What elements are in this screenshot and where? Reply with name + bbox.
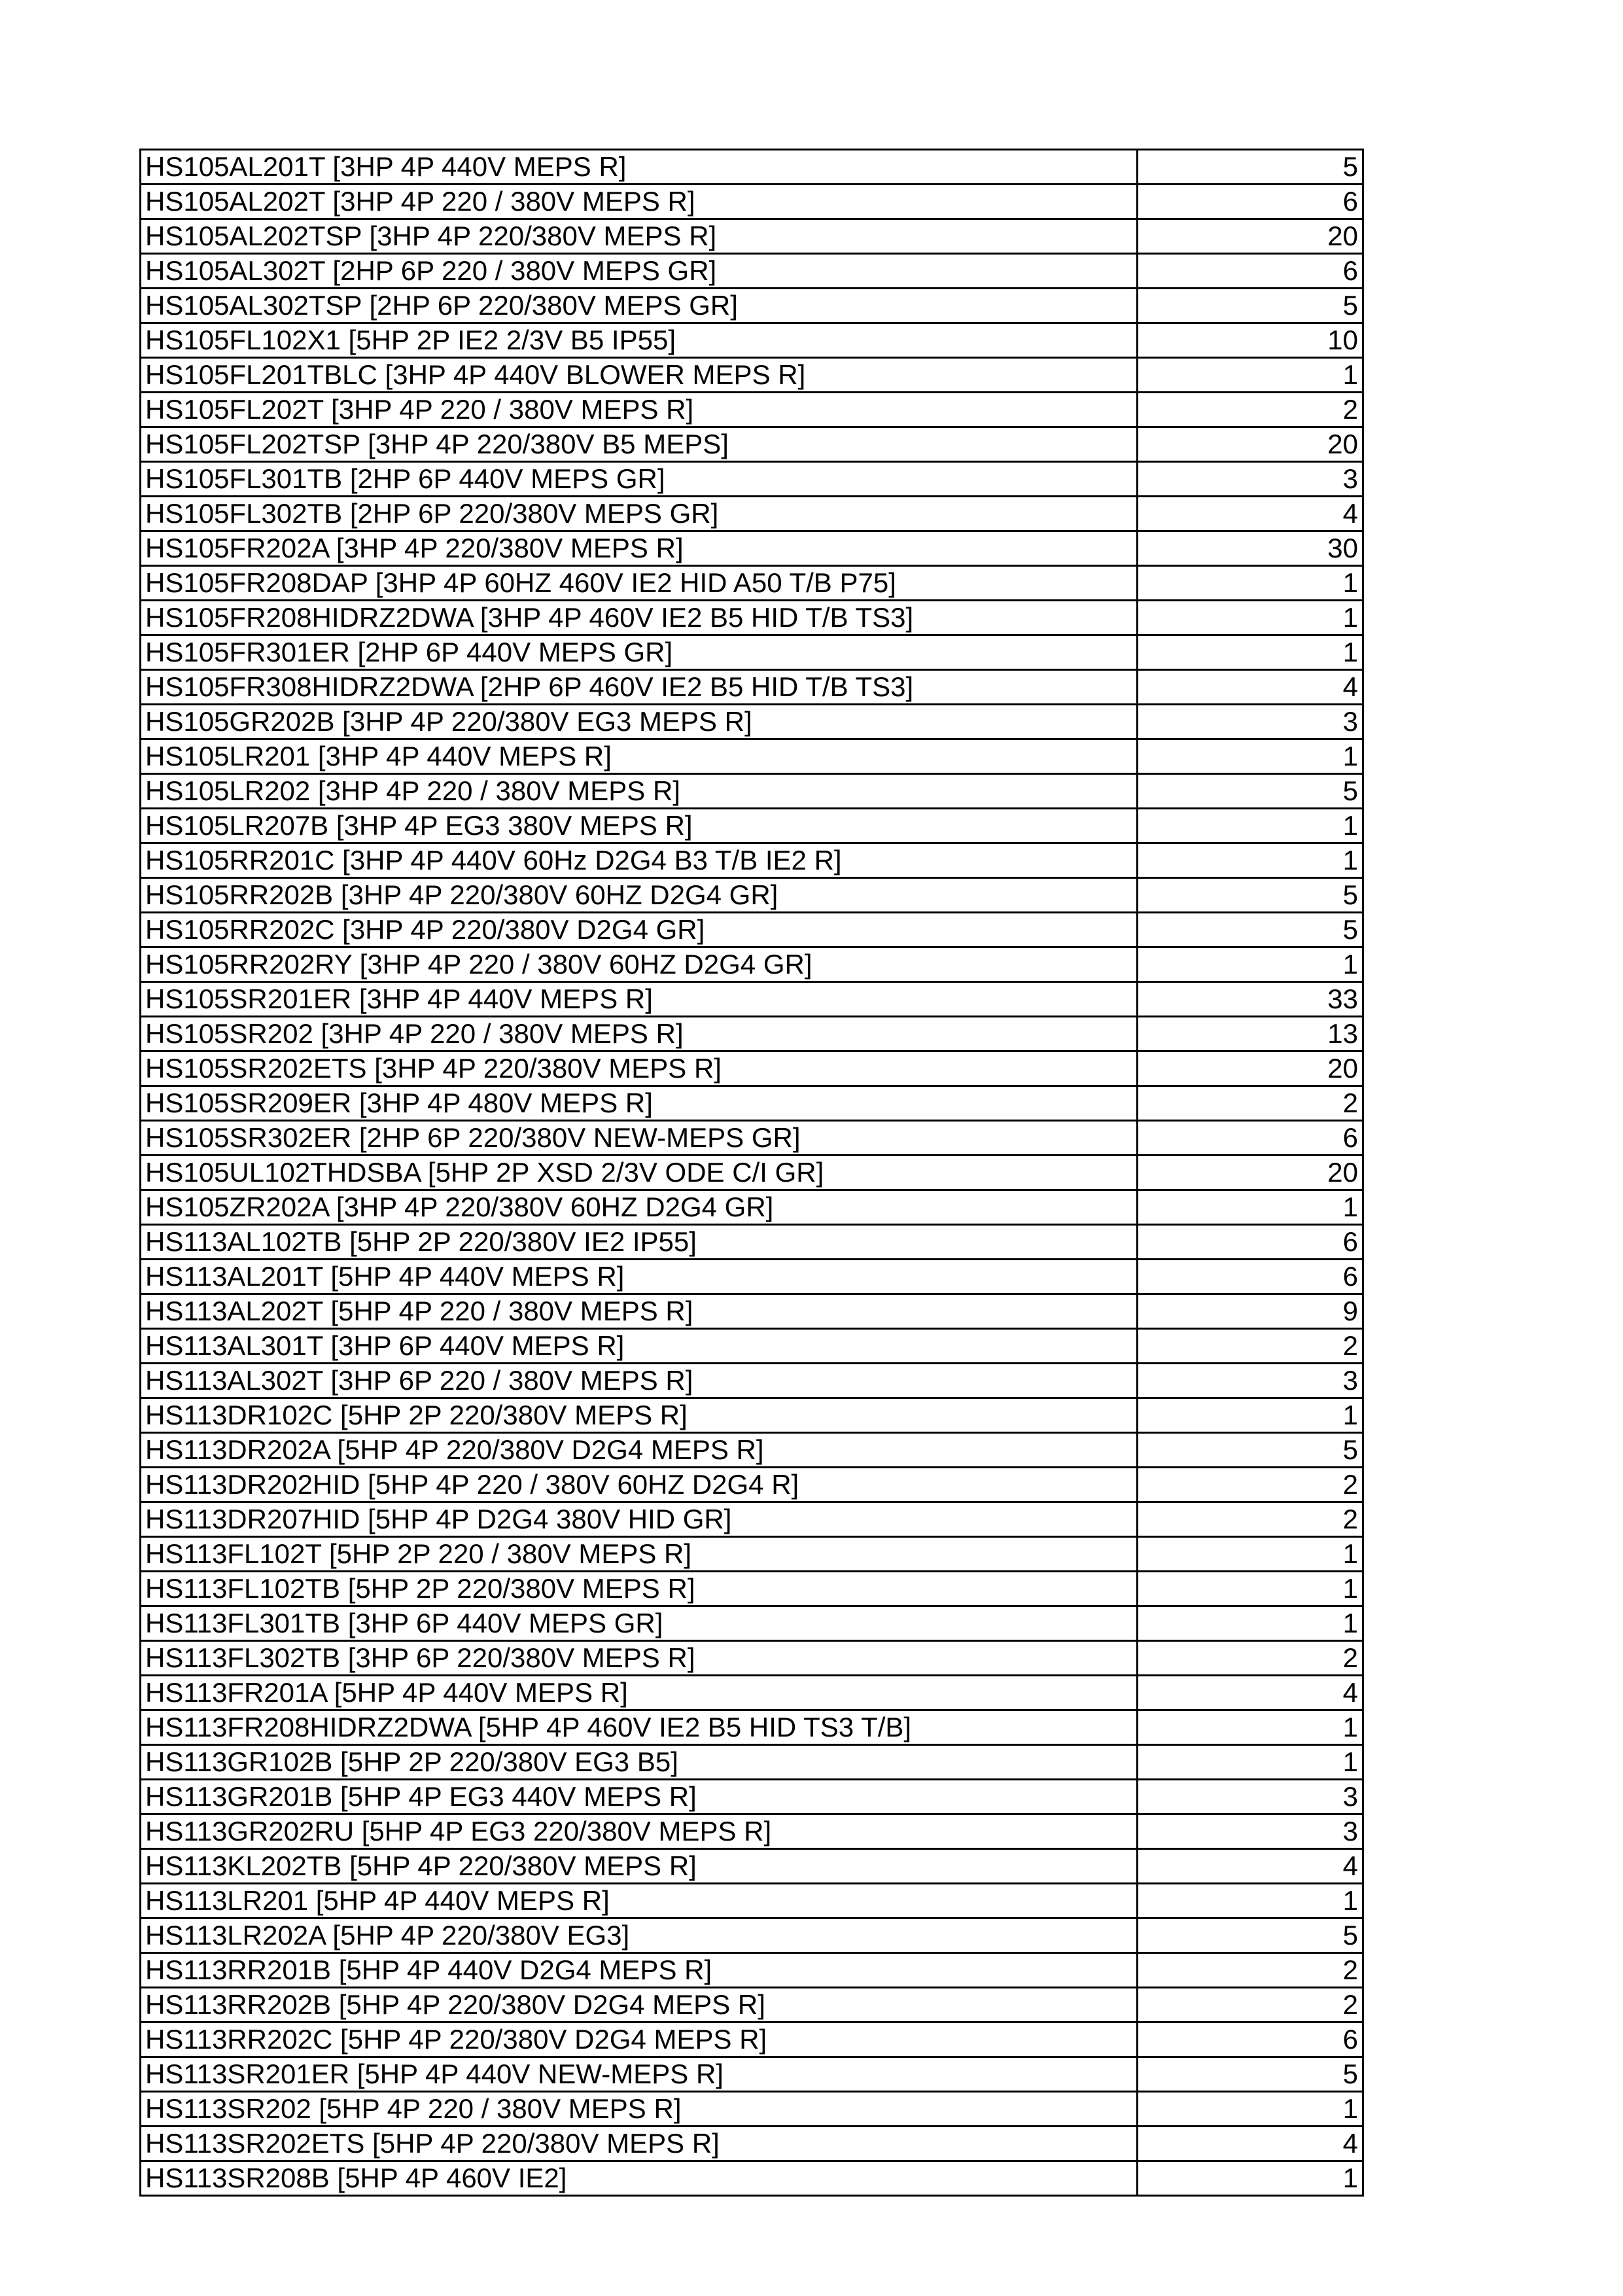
item-description-cell: HS105GR202B [3HP 4P 220/380V EG3 MEPS R]: [141, 705, 1138, 739]
item-quantity-cell: 3: [1138, 1780, 1363, 1814]
item-description-cell: HS105LR202 [3HP 4P 220 / 380V MEPS R]: [141, 774, 1138, 809]
table-row: [141, 705, 1363, 739]
item-description-cell: HS113FL301TB [3HP 6P 440V MEPS GR]: [141, 1606, 1138, 1641]
table-row: [141, 1086, 1363, 1121]
item-quantity-cell: 1: [1138, 947, 1363, 982]
table-row: [141, 1710, 1363, 1745]
item-description-cell: HS105RR202RY [3HP 4P 220 / 380V 60HZ D2G4 GR]: [141, 947, 1138, 982]
item-description-cell: HS113KL202TB [5HP 4P 220/380V MEPS R]: [141, 1849, 1138, 1884]
item-quantity-cell: 6: [1138, 254, 1363, 289]
item-description-cell: HS113FR201A [5HP 4P 440V MEPS R]: [141, 1676, 1138, 1710]
item-quantity-cell: 20: [1138, 427, 1363, 462]
item-description-cell: HS105FL202T [3HP 4P 220 / 380V MEPS R]: [141, 393, 1138, 427]
table-row: [141, 1537, 1363, 1572]
table-row: [141, 2057, 1363, 2092]
item-description-cell: HS105FL201TBLC [3HP 4P 440V BLOWER MEPS R]: [141, 358, 1138, 393]
table-row: [141, 2127, 1363, 2161]
item-description-cell: HS105SR302ER [2HP 6P 220/380V NEW-MEPS GR]: [141, 1121, 1138, 1156]
item-quantity-cell: 2: [1138, 1641, 1363, 1676]
item-description-cell: HS105SR202 [3HP 4P 220 / 380V MEPS R]: [141, 1017, 1138, 1051]
table-row: [141, 1190, 1363, 1225]
item-quantity-cell: 1: [1138, 601, 1363, 635]
item-description-cell: HS105FR208HIDRZ2DWA [3HP 4P 460V IE2 B5 HID T/B TS3]: [141, 601, 1138, 635]
item-quantity-cell: 5: [1138, 878, 1363, 913]
item-description-cell: HS105AL202T [3HP 4P 220 / 380V MEPS R]: [141, 185, 1138, 219]
table-row: [141, 393, 1363, 427]
item-quantity-cell: 2: [1138, 393, 1363, 427]
table-row: [141, 1918, 1363, 1953]
inventory-table-body: [141, 150, 1363, 2196]
item-description-cell: HS105ZR202A [3HP 4P 220/380V 60HZ D2G4 GR]: [141, 1190, 1138, 1225]
item-description-cell: HS105SR201ER [3HP 4P 440V MEPS R]: [141, 982, 1138, 1017]
table-row: [141, 2161, 1363, 2196]
item-description-cell: HS113RR202B [5HP 4P 220/380V D2G4 MEPS R]: [141, 1988, 1138, 2022]
item-description-cell: HS113DR207HID [5HP 4P D2G4 380V HID GR]: [141, 1502, 1138, 1537]
item-description-cell: HS105FL301TB [2HP 6P 440V MEPS GR]: [141, 462, 1138, 497]
item-description-cell: HS113SR202 [5HP 4P 220 / 380V MEPS R]: [141, 2092, 1138, 2127]
inventory-table: [139, 149, 1364, 2197]
item-quantity-cell: 1: [1138, 1572, 1363, 1606]
item-description-cell: HS105FL102X1 [5HP 2P IE2 2/3V B5 IP55]: [141, 323, 1138, 358]
table-row: [141, 1364, 1363, 1398]
table-row: [141, 809, 1363, 843]
item-description-cell: HS113SR208B [5HP 4P 460V IE2]: [141, 2161, 1138, 2196]
item-quantity-cell: 5: [1138, 289, 1363, 323]
item-quantity-cell: 3: [1138, 462, 1363, 497]
item-quantity-cell: 4: [1138, 2127, 1363, 2161]
item-quantity-cell: 6: [1138, 1225, 1363, 1260]
table-row: [141, 1468, 1363, 1502]
table-row: [141, 1017, 1363, 1051]
table-row: [141, 1849, 1363, 1884]
item-quantity-cell: 20: [1138, 1156, 1363, 1190]
item-description-cell: HS113RR201B [5HP 4P 440V D2G4 MEPS R]: [141, 1953, 1138, 1988]
table-row: [141, 1641, 1363, 1676]
table-row: [141, 531, 1363, 566]
table-row: [141, 1745, 1363, 1780]
item-description-cell: HS113FL102T [5HP 2P 220 / 380V MEPS R]: [141, 1537, 1138, 1572]
item-quantity-cell: 6: [1138, 1260, 1363, 1294]
item-description-cell: HS113AL202T [5HP 4P 220 / 380V MEPS R]: [141, 1294, 1138, 1329]
table-row: [141, 1225, 1363, 1260]
item-quantity-cell: 4: [1138, 670, 1363, 705]
table-row: [141, 289, 1363, 323]
table-row: [141, 1953, 1363, 1988]
item-quantity-cell: 5: [1138, 913, 1363, 947]
item-description-cell: HS105FL202TSP [3HP 4P 220/380V B5 MEPS]: [141, 427, 1138, 462]
table-row: [141, 1121, 1363, 1156]
table-row: [141, 1294, 1363, 1329]
table-row: [141, 1676, 1363, 1710]
item-description-cell: HS113FR208HIDRZ2DWA [5HP 4P 460V IE2 B5 HID TS3 T/B]: [141, 1710, 1138, 1745]
table-row: [141, 843, 1363, 878]
table-row: [141, 358, 1363, 393]
item-quantity-cell: 1: [1138, 566, 1363, 601]
item-quantity-cell: 3: [1138, 1364, 1363, 1398]
item-description-cell: HS113GR202RU [5HP 4P EG3 220/380V MEPS R]: [141, 1814, 1138, 1849]
item-description-cell: HS105UL102THDSBA [5HP 2P XSD 2/3V ODE C/I GR]: [141, 1156, 1138, 1190]
item-quantity-cell: 1: [1138, 2092, 1363, 2127]
item-quantity-cell: 6: [1138, 1121, 1363, 1156]
table-row: [141, 1433, 1363, 1468]
item-description-cell: HS113AL102TB [5HP 2P 220/380V IE2 IP55]: [141, 1225, 1138, 1260]
item-quantity-cell: 1: [1138, 1884, 1363, 1918]
item-quantity-cell: 2: [1138, 1953, 1363, 1988]
item-quantity-cell: 3: [1138, 705, 1363, 739]
table-row: [141, 1502, 1363, 1537]
item-description-cell: HS105AL201T [3HP 4P 440V MEPS R]: [141, 150, 1138, 185]
item-description-cell: HS113SR201ER [5HP 4P 440V NEW-MEPS R]: [141, 2057, 1138, 2092]
item-quantity-cell: 1: [1138, 358, 1363, 393]
item-quantity-cell: 4: [1138, 497, 1363, 531]
item-description-cell: HS113FL102TB [5HP 2P 220/380V MEPS R]: [141, 1572, 1138, 1606]
item-description-cell: HS105LR207B [3HP 4P EG3 380V MEPS R]: [141, 809, 1138, 843]
table-row: [141, 1884, 1363, 1918]
item-quantity-cell: 10: [1138, 323, 1363, 358]
item-quantity-cell: 13: [1138, 1017, 1363, 1051]
item-description-cell: HS113DR202HID [5HP 4P 220 / 380V 60HZ D2G4 R]: [141, 1468, 1138, 1502]
table-row: [141, 2092, 1363, 2127]
item-quantity-cell: 1: [1138, 1606, 1363, 1641]
item-description-cell: HS113DR102C [5HP 2P 220/380V MEPS R]: [141, 1398, 1138, 1433]
table-row: [141, 323, 1363, 358]
item-quantity-cell: 1: [1138, 1537, 1363, 1572]
table-row: [141, 947, 1363, 982]
item-description-cell: HS105FR301ER [2HP 6P 440V MEPS GR]: [141, 635, 1138, 670]
item-quantity-cell: 5: [1138, 774, 1363, 809]
item-quantity-cell: 20: [1138, 1051, 1363, 1086]
item-quantity-cell: 1: [1138, 809, 1363, 843]
table-row: [141, 1572, 1363, 1606]
table-row: [141, 670, 1363, 705]
table-row: [141, 462, 1363, 497]
table-row: [141, 150, 1363, 185]
item-quantity-cell: 5: [1138, 1433, 1363, 1468]
item-quantity-cell: 2: [1138, 1468, 1363, 1502]
table-row: [141, 1156, 1363, 1190]
table-row: [141, 2022, 1363, 2057]
item-description-cell: HS105AL202TSP [3HP 4P 220/380V MEPS R]: [141, 219, 1138, 254]
table-row: [141, 254, 1363, 289]
item-description-cell: HS105FR208DAP [3HP 4P 60HZ 460V IE2 HID A50 T/B P75]: [141, 566, 1138, 601]
item-quantity-cell: 1: [1138, 1710, 1363, 1745]
table-row: [141, 185, 1363, 219]
item-quantity-cell: 9: [1138, 1294, 1363, 1329]
table-row: [141, 635, 1363, 670]
item-quantity-cell: 2: [1138, 1329, 1363, 1364]
item-description-cell: HS105RR202B [3HP 4P 220/380V 60HZ D2G4 GR]: [141, 878, 1138, 913]
item-description-cell: HS113RR202C [5HP 4P 220/380V D2G4 MEPS R]: [141, 2022, 1138, 2057]
table-row: [141, 219, 1363, 254]
item-description-cell: HS113AL301T [3HP 6P 440V MEPS R]: [141, 1329, 1138, 1364]
table-row: [141, 739, 1363, 774]
table-row: [141, 1780, 1363, 1814]
item-description-cell: HS105FR202A [3HP 4P 220/380V MEPS R]: [141, 531, 1138, 566]
item-description-cell: HS113AL302T [3HP 6P 220 / 380V MEPS R]: [141, 1364, 1138, 1398]
table-row: [141, 1814, 1363, 1849]
item-quantity-cell: 20: [1138, 219, 1363, 254]
item-description-cell: HS113FL302TB [3HP 6P 220/380V MEPS R]: [141, 1641, 1138, 1676]
item-quantity-cell: 2: [1138, 1502, 1363, 1537]
item-description-cell: HS105AL302TSP [2HP 6P 220/380V MEPS GR]: [141, 289, 1138, 323]
table-row: [141, 1398, 1363, 1433]
item-description-cell: HS113GR201B [5HP 4P EG3 440V MEPS R]: [141, 1780, 1138, 1814]
item-description-cell: HS105FR308HIDRZ2DWA [2HP 6P 460V IE2 B5 HID T/B TS3]: [141, 670, 1138, 705]
table-row: [141, 878, 1363, 913]
table-row: [141, 774, 1363, 809]
item-quantity-cell: 3: [1138, 1814, 1363, 1849]
item-description-cell: HS113AL201T [5HP 4P 440V MEPS R]: [141, 1260, 1138, 1294]
item-description-cell: HS113SR202ETS [5HP 4P 220/380V MEPS R]: [141, 2127, 1138, 2161]
item-description-cell: HS113LR202A [5HP 4P 220/380V EG3]: [141, 1918, 1138, 1953]
item-description-cell: HS105RR201C [3HP 4P 440V 60Hz D2G4 B3 T/B IE2 R]: [141, 843, 1138, 878]
item-quantity-cell: 33: [1138, 982, 1363, 1017]
table-row: [141, 427, 1363, 462]
item-quantity-cell: 2: [1138, 1086, 1363, 1121]
table-row: [141, 1606, 1363, 1641]
item-quantity-cell: 1: [1138, 1745, 1363, 1780]
table-row: [141, 1329, 1363, 1364]
item-description-cell: HS105SR209ER [3HP 4P 480V MEPS R]: [141, 1086, 1138, 1121]
table-row: [141, 566, 1363, 601]
item-description-cell: HS113GR102B [5HP 2P 220/380V EG3 B5]: [141, 1745, 1138, 1780]
item-quantity-cell: 30: [1138, 531, 1363, 566]
item-description-cell: HS113DR202A [5HP 4P 220/380V D2G4 MEPS R]: [141, 1433, 1138, 1468]
item-quantity-cell: 4: [1138, 1849, 1363, 1884]
item-quantity-cell: 4: [1138, 1676, 1363, 1710]
item-description-cell: HS113LR201 [5HP 4P 440V MEPS R]: [141, 1884, 1138, 1918]
item-quantity-cell: 1: [1138, 635, 1363, 670]
item-description-cell: HS105RR202C [3HP 4P 220/380V D2G4 GR]: [141, 913, 1138, 947]
table-row: [141, 1988, 1363, 2022]
item-quantity-cell: 5: [1138, 1918, 1363, 1953]
item-quantity-cell: 1: [1138, 739, 1363, 774]
table-row: [141, 497, 1363, 531]
item-quantity-cell: 5: [1138, 2057, 1363, 2092]
item-description-cell: HS105AL302T [2HP 6P 220 / 380V MEPS GR]: [141, 254, 1138, 289]
table-row: [141, 601, 1363, 635]
table-row: [141, 913, 1363, 947]
item-quantity-cell: 1: [1138, 843, 1363, 878]
item-description-cell: HS105FL302TB [2HP 6P 220/380V MEPS GR]: [141, 497, 1138, 531]
item-quantity-cell: 2: [1138, 1988, 1363, 2022]
table-row: [141, 1260, 1363, 1294]
table-row: [141, 982, 1363, 1017]
item-quantity-cell: 6: [1138, 185, 1363, 219]
item-quantity-cell: 1: [1138, 1190, 1363, 1225]
item-quantity-cell: 5: [1138, 150, 1363, 185]
item-description-cell: HS105LR201 [3HP 4P 440V MEPS R]: [141, 739, 1138, 774]
table-row: [141, 1051, 1363, 1086]
item-quantity-cell: 1: [1138, 2161, 1363, 2196]
item-description-cell: HS105SR202ETS [3HP 4P 220/380V MEPS R]: [141, 1051, 1138, 1086]
item-quantity-cell: 1: [1138, 1398, 1363, 1433]
item-quantity-cell: 6: [1138, 2022, 1363, 2057]
